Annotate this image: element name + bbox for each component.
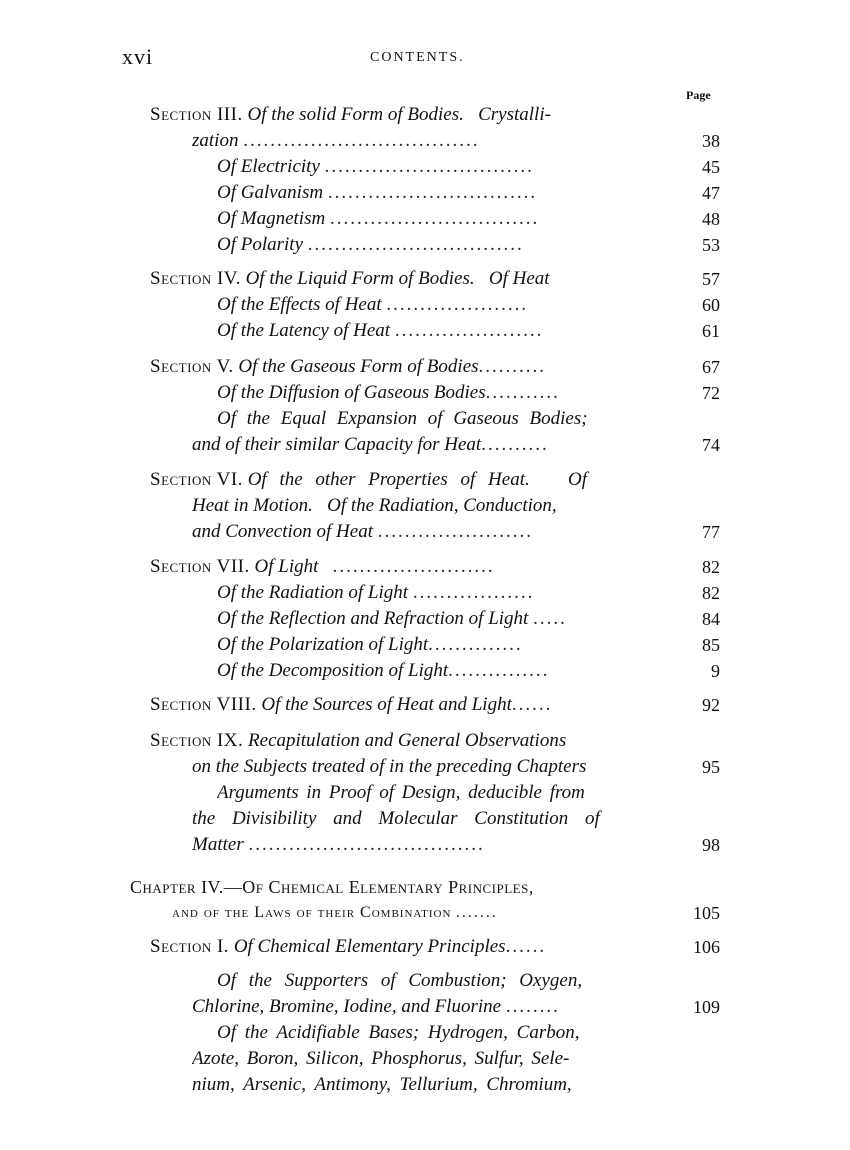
toc-entry: Of Polarity ................................ bbox=[217, 234, 524, 255]
chapter-heading: Chapter IV.—Of Chemical Elementary Principles, bbox=[130, 877, 534, 897]
page-number: 38 bbox=[702, 131, 720, 151]
toc-entry: Arguments in Proof of Design, deducible from bbox=[217, 782, 585, 803]
page-number: 106 bbox=[693, 937, 720, 957]
toc-entry: Of Galvanism ............................... bbox=[217, 182, 538, 203]
page-number: 92 bbox=[702, 695, 720, 715]
page-number: 72 bbox=[702, 383, 720, 403]
toc-entry-section-9: Section IX. Recapitulation and General Observations bbox=[150, 730, 567, 751]
toc-entry: Matter ................................... bbox=[192, 834, 485, 855]
page-number: 82 bbox=[702, 557, 720, 577]
toc-entry: Of the Decomposition of Light............... bbox=[217, 660, 550, 681]
toc-entry: Of the Equal Expansion of Gaseous Bodies; bbox=[217, 408, 588, 429]
toc-entry: Of the Reflection and Refraction of Light ..... bbox=[217, 608, 567, 629]
page-number: 74 bbox=[702, 435, 720, 455]
toc-entry: and Convection of Heat ....................... bbox=[192, 521, 533, 542]
page-number: 109 bbox=[693, 997, 720, 1017]
toc-entry: zation ................................... bbox=[192, 130, 480, 151]
toc-entry: Of the Diffusion of Gaseous Bodies........... bbox=[217, 382, 560, 403]
running-title: CONTENTS. bbox=[370, 50, 465, 65]
toc-entry-section-6: Section VI. Of the other Properties of Heat. Of bbox=[150, 469, 587, 490]
page-number: 57 bbox=[702, 269, 720, 289]
toc-entry: Of the Effects of Heat ..................... bbox=[217, 294, 529, 315]
page-number: 45 bbox=[702, 157, 720, 177]
page-number: 47 bbox=[702, 183, 720, 203]
page-number: 67 bbox=[702, 357, 720, 377]
page-folio: xvi bbox=[122, 44, 154, 69]
toc-entry-section-4: Section IV. Of the Liquid Form of Bodies. Of Heat bbox=[150, 268, 550, 289]
toc-entry-section-7: Section VII. Of Light ........................ bbox=[150, 556, 495, 577]
toc-entry: the Divisibility and Molecular Constitution of bbox=[192, 808, 600, 829]
toc-entry-section-5: Section V. Of the Gaseous Form of Bodies.......... bbox=[150, 356, 547, 377]
toc-entry: Of the Acidifiable Bases; Hydrogen, Carbon, bbox=[217, 1022, 580, 1043]
toc-entry-section-3: Section III. Of the solid Form of Bodies. Crystalli- bbox=[150, 104, 551, 125]
toc-entry: on the Subjects treated of in the preceding Chapters bbox=[192, 756, 587, 777]
page-number: 77 bbox=[702, 522, 720, 542]
page-number: 9 bbox=[711, 661, 720, 681]
page-number: 48 bbox=[702, 209, 720, 229]
toc-entry: and of their similar Capacity for Heat.......... bbox=[192, 434, 549, 455]
toc-entry: Of the Supporters of Combustion; Oxygen, bbox=[217, 970, 583, 991]
page-number: 60 bbox=[702, 295, 720, 315]
page-column-label: Page bbox=[686, 88, 711, 102]
toc-entry: nium, Arsenic, Antimony, Tellurium, Chromium, bbox=[192, 1074, 572, 1095]
toc-entry: Of the Radiation of Light .................. bbox=[217, 582, 535, 603]
page-number: 105 bbox=[693, 903, 720, 923]
chapter-heading: and of the Laws of their Combination ....... bbox=[172, 904, 498, 921]
page-number: 84 bbox=[702, 609, 720, 629]
page-number: 61 bbox=[702, 321, 720, 341]
toc-entry: Of the Latency of Heat ...................... bbox=[217, 320, 544, 341]
toc-entry: Chlorine, Bromine, Iodine, and Fluorine ........ bbox=[192, 996, 560, 1017]
toc-entry: Of Electricity ............................... bbox=[217, 156, 534, 177]
toc-entry-section-8: Section VIII. Of the Sources of Heat and Light...... bbox=[150, 694, 553, 715]
toc-entry: Heat in Motion. Of the Radiation, Conduction, bbox=[192, 495, 557, 516]
page-number: 98 bbox=[702, 835, 720, 855]
page-number: 95 bbox=[702, 757, 720, 777]
toc-entry: Of Magnetism ............................... bbox=[217, 208, 540, 229]
toc-entry: Of the Polarization of Light.............. bbox=[217, 634, 523, 655]
page-number: 85 bbox=[702, 635, 720, 655]
page-number: 53 bbox=[702, 235, 720, 255]
page-number: 82 bbox=[702, 583, 720, 603]
toc-entry-section-1: Section I. Of Chemical Elementary Principles...... bbox=[150, 936, 547, 957]
toc-entry: Azote, Boron, Silicon, Phosphorus, Sulfur, Sele- bbox=[192, 1048, 570, 1069]
